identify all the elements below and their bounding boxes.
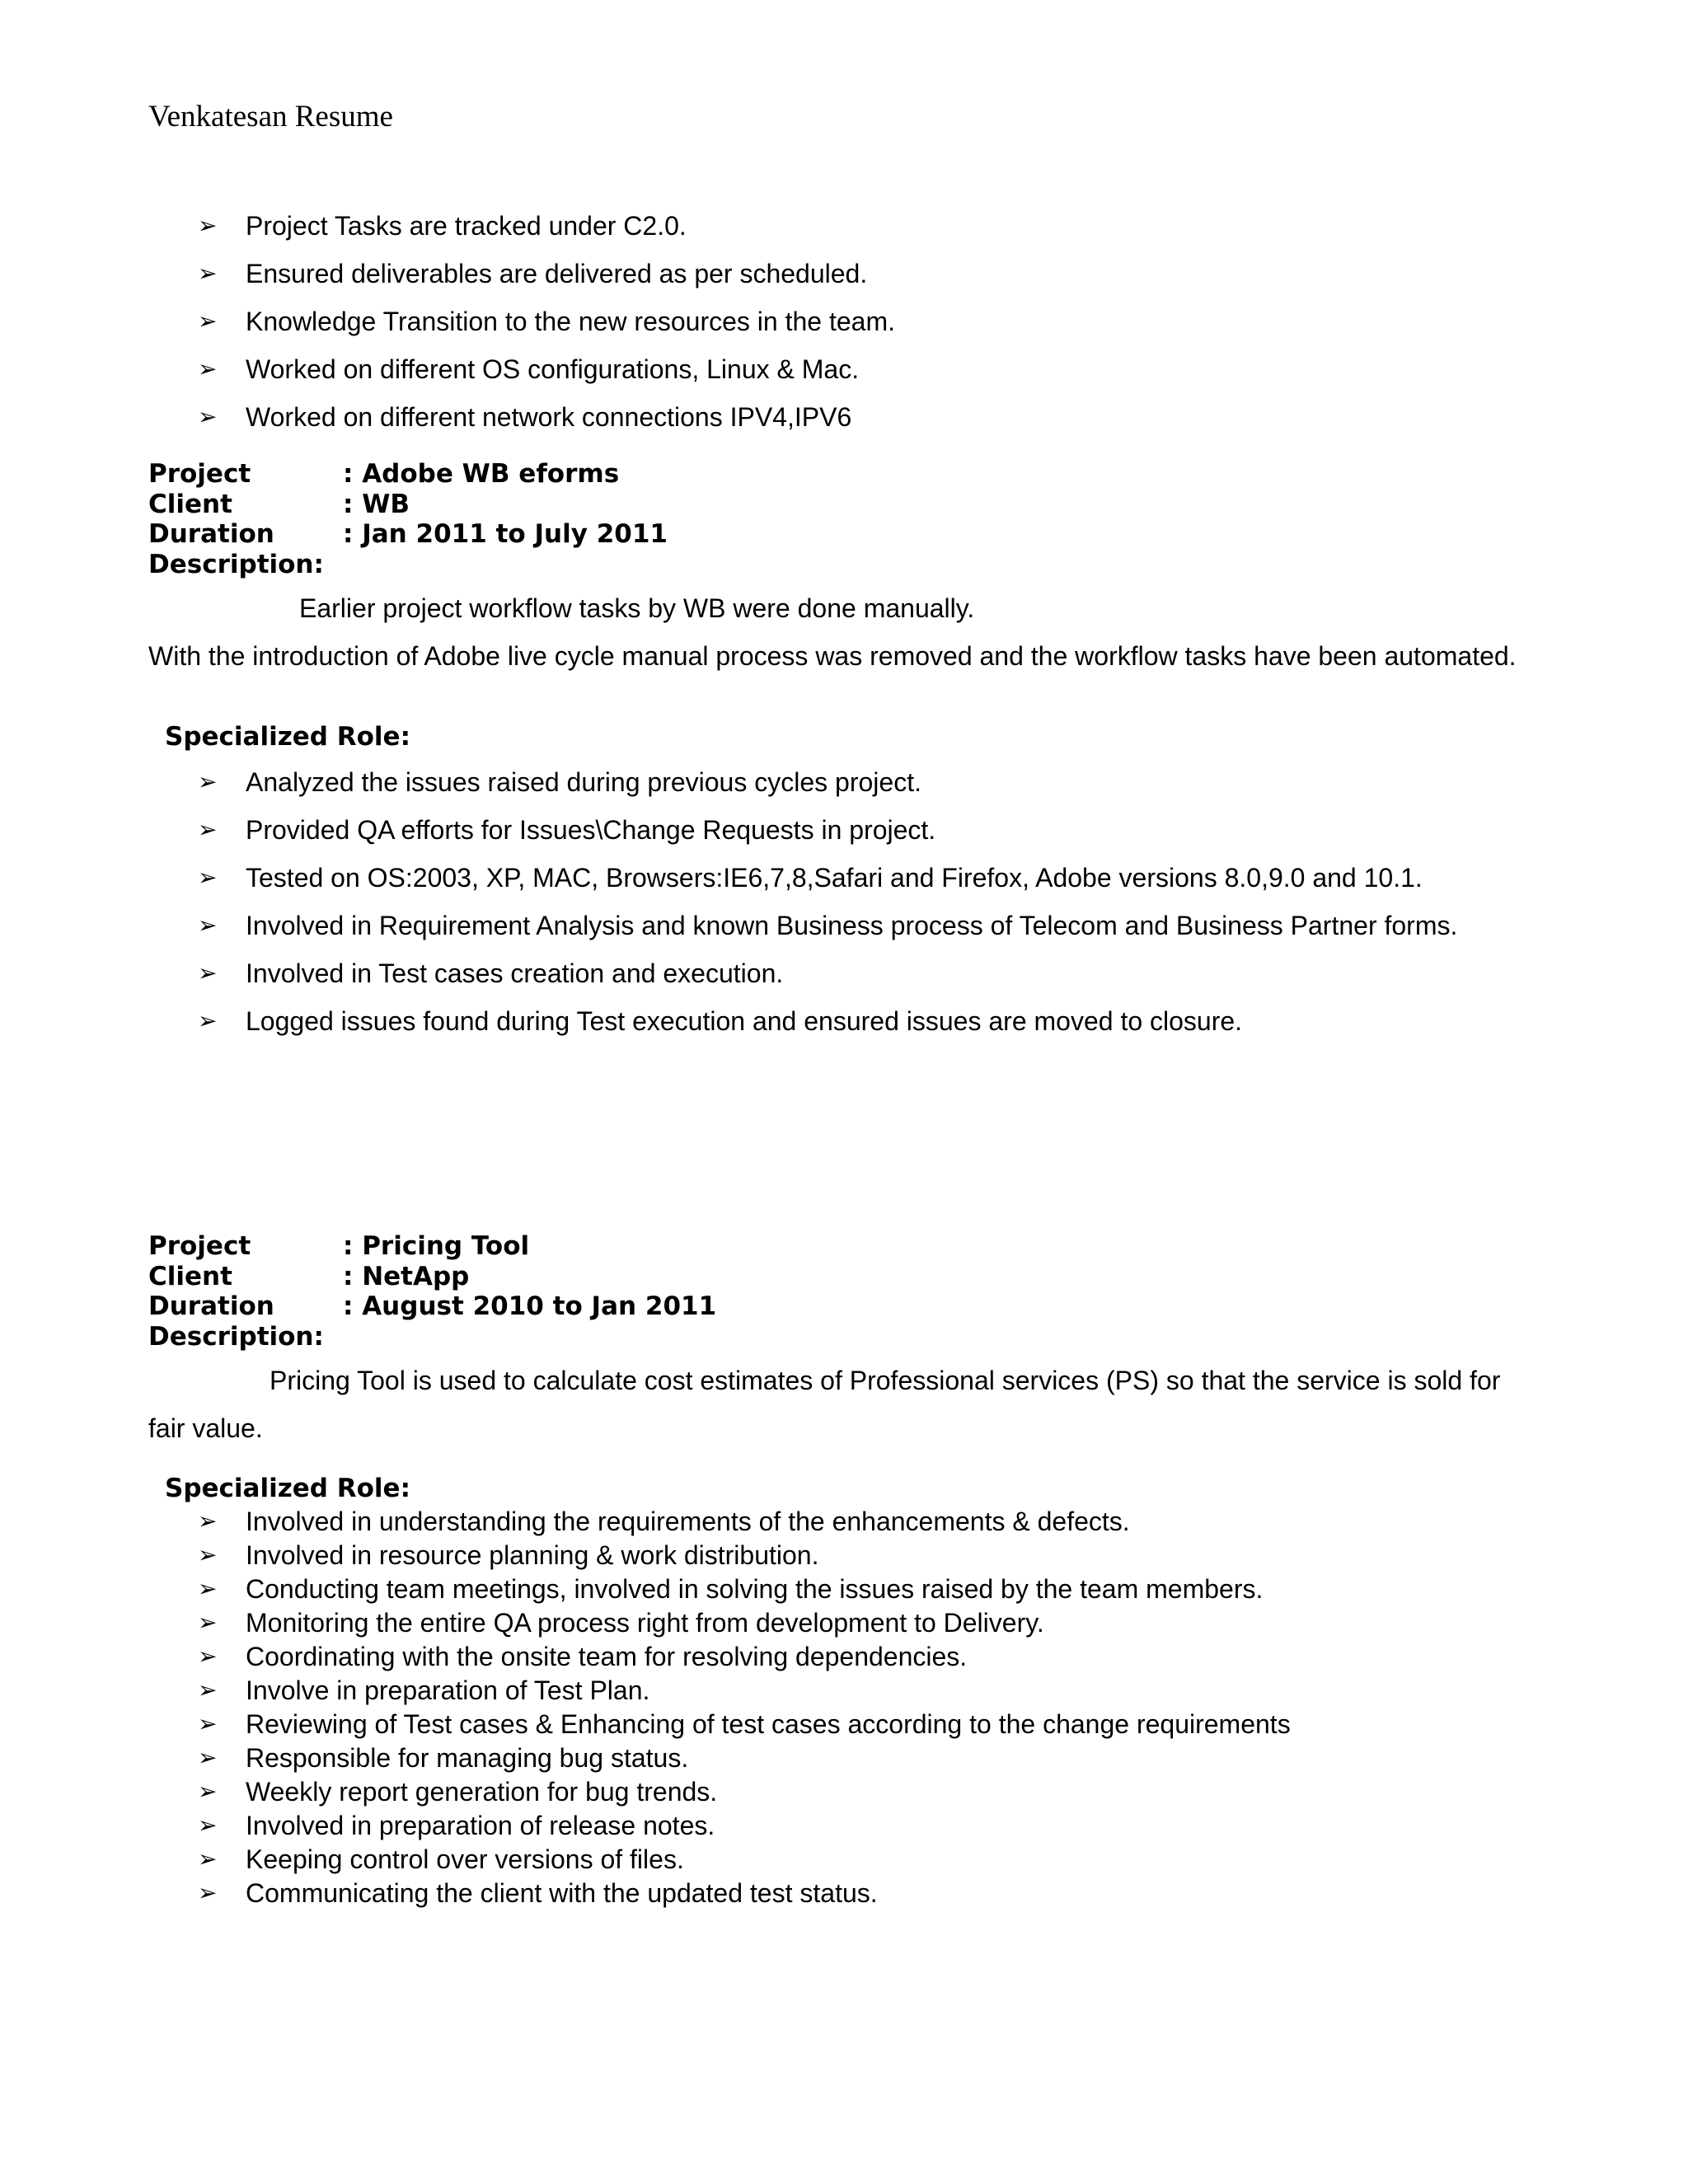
arrow-bullet-icon: ➢ [198,1879,218,1906]
project2-role-heading: Specialized Role: [165,1474,410,1503]
arrow-bullet-icon: ➢ [198,768,218,795]
project-value: : Adobe WB eforms [343,459,620,489]
bullet-text: Knowledge Transition to the new resources in the team. [246,307,895,336]
arrow-bullet-icon: ➢ [198,1744,218,1771]
arrow-bullet-icon: ➢ [198,355,218,382]
bullet-text: Worked on different network connections IPV4,IPV6 [246,402,852,432]
bullet-text: Reviewing of Test cases & Enhancing of test cases according to the change requirements [246,1709,1291,1739]
project1-role-list [0,766,1457,1052]
arrow-bullet-icon: ➢ [198,260,218,287]
client-label: Client [148,1261,232,1291]
arrow-bullet-icon: ➢ [198,1710,218,1737]
client-label: Client [148,489,232,519]
bullet-text: Involved in preparation of release notes. [246,1811,715,1840]
arrow-bullet-icon: ➢ [198,1845,218,1872]
client-value: : NetApp [343,1261,470,1291]
bullet-text: Coordinating with the onsite team for resolving dependencies. [246,1642,968,1671]
bullet-text: Worked on different OS configurations, Linux & Mac. [246,354,860,384]
list-item [0,305,895,353]
page-header-title: Venkatesan Resume [148,100,393,134]
list-item [0,909,1457,957]
list-item [0,1877,1291,1910]
arrow-bullet-icon: ➢ [198,1007,218,1034]
project-label: Project [148,459,251,489]
arrow-bullet-icon: ➢ [198,307,218,335]
arrow-bullet-icon: ➢ [198,1778,218,1805]
list-item [0,1708,1291,1741]
description-label: Description: [148,549,324,579]
duration-label: Duration [148,519,274,549]
bullet-text: Involved in Test cases creation and execution. [246,958,784,988]
list-item [0,1674,1291,1708]
arrow-bullet-icon: ➢ [198,1541,218,1568]
project1-description-line1: Earlier project workflow tasks by WB were done manually. [299,593,975,623]
bullet-text: Tested on OS:2003, XP, MAC, Browsers:IE6,7,8,Safari and Firefox, Adobe versions 8.0,9.0 and 10.1. [246,863,1423,893]
list-item [0,209,895,257]
arrow-bullet-icon: ➢ [198,959,218,987]
bullet-text: Weekly report generation for bug trends. [246,1777,718,1807]
bullet-text: Ensured deliverables are delivered as per scheduled. [246,259,868,288]
list-item [0,257,895,305]
bullet-text: Keeping control over versions of files. [246,1844,684,1874]
bullet-text: Analyzed the issues raised during previous cycles project. [246,767,921,797]
arrow-bullet-icon: ➢ [198,1811,218,1839]
arrow-bullet-icon: ➢ [198,403,218,430]
bullet-text: Communicating the client with the updated test status. [246,1878,878,1908]
list-item [0,401,895,448]
arrow-bullet-icon: ➢ [198,816,218,843]
bullet-text: Involved in Requirement Analysis and known Business process of Telecom and Business Partner forms. [246,911,1458,940]
project1-description-line2: With the introduction of Adobe live cycle manual process was removed and the workflow tasks have been automated. [148,641,1517,671]
list-item [0,1775,1291,1809]
list-item [0,766,1457,813]
list-item [0,353,895,401]
list-item [0,1640,1291,1674]
list-item [0,1843,1291,1877]
project1-role-heading: Specialized Role: [165,722,410,752]
project-value: : Pricing Tool [343,1231,530,1261]
list-item [0,1572,1291,1606]
list-item [0,1505,1291,1539]
bullet-text: Involve in preparation of Test Plan. [246,1675,650,1705]
project2-description-line2: fair value. [148,1413,263,1443]
duration-value: : August 2010 to Jan 2011 [343,1291,717,1321]
bullet-text: Monitoring the entire QA process right from development to Delivery. [246,1608,1044,1638]
bullet-text: Responsible for managing bug status. [246,1743,689,1773]
project2-description-line1: Pricing Tool is used to calculate cost estimates of Professional services (PS) so that the service is sold for [270,1366,1501,1395]
arrow-bullet-icon: ➢ [198,212,218,239]
arrow-bullet-icon: ➢ [198,1609,218,1636]
list-item [0,813,1457,861]
list-item [0,957,1457,1005]
bullet-text: Provided QA efforts for Issues\Change Requests in project. [246,815,936,845]
list-item [0,1741,1291,1775]
list-item [0,861,1457,909]
bullet-text: Involved in understanding the requirements of the enhancements & defects. [246,1507,1130,1536]
list-item [0,1539,1291,1572]
bullet-text: Project Tasks are tracked under C2.0. [246,211,687,241]
client-value: : WB [343,489,410,519]
duration-label: Duration [148,1291,274,1321]
project2-role-list [0,1505,1291,1910]
project-label: Project [148,1231,251,1261]
arrow-bullet-icon: ➢ [198,1507,218,1535]
list-item [0,1809,1291,1843]
bullet-text: Involved in resource planning & work distribution. [246,1540,819,1570]
duration-value: : Jan 2011 to July 2011 [343,519,668,549]
arrow-bullet-icon: ➢ [198,912,218,939]
arrow-bullet-icon: ➢ [198,1676,218,1704]
bullet-text: Conducting team meetings, involved in solving the issues raised by the team members. [246,1574,1264,1604]
list-item [0,1606,1291,1640]
top-bullet-list [0,209,895,448]
arrow-bullet-icon: ➢ [198,1575,218,1602]
description-label: Description: [148,1321,324,1352]
arrow-bullet-icon: ➢ [198,1643,218,1670]
arrow-bullet-icon: ➢ [198,864,218,891]
list-item [0,1005,1457,1052]
bullet-text: Logged issues found during Test execution and ensured issues are moved to closure. [246,1006,1243,1036]
